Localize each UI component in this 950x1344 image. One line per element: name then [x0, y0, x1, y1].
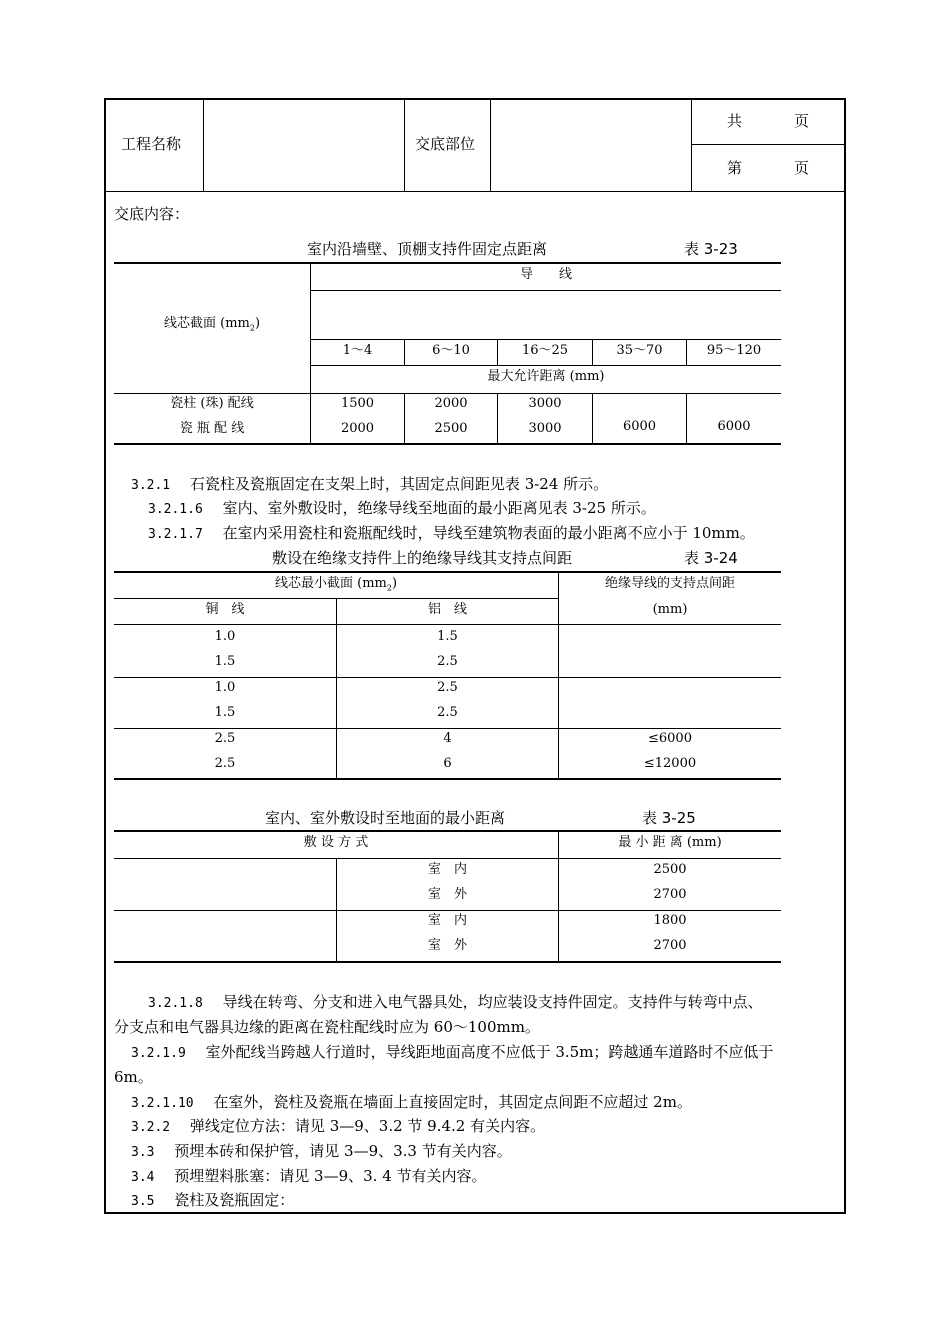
table24-number: 表 3-24 [684, 549, 738, 567]
paragraph: 3.2.1.7 在室内采用瓷柱和瓷瓶配线时，导线至建筑物表面的最小距离不应小于 10mm。 [148, 524, 755, 542]
table24-cell: 1.5 [214, 705, 236, 720]
paragraph-continuation: 分支点和电气器具边缘的距离在瓷柱配线时应为 60～100mm。 [114, 1018, 540, 1036]
paragraph: 3.2.1.8 导线在转弯、分支和进入电气器具处，均应装设支持件固定。支持件与转弯中点、 [148, 993, 763, 1011]
table24-rule [114, 677, 781, 678]
table25-cell: 室 外 [427, 938, 467, 953]
table24-top-rule [114, 571, 781, 573]
table23-row-label: 瓷 瓶 配 线 [179, 421, 245, 436]
table25-top-rule [114, 830, 781, 832]
table25-number: 表 3-25 [642, 809, 696, 827]
table24-aluminum-header: 铝 线 [427, 602, 467, 617]
page-number-label: 第 [727, 159, 743, 177]
table24-spacing-unit: (mm) [652, 602, 688, 617]
table24-cell: ≤6000 [648, 731, 692, 746]
table24-bottom-rule [114, 778, 781, 780]
paragraph: 3.5 瓷柱及瓷瓶固定： [131, 1191, 295, 1209]
table25-cell: 室 内 [427, 862, 467, 877]
table24-cell: 1.5 [437, 629, 458, 644]
table24-spacing-header: 绝缘导线的支持点间距 [604, 576, 735, 591]
table25-rule [114, 910, 781, 911]
table23-title: 室内沿墙壁、顶棚支持件固定点距离 [307, 240, 548, 258]
header-divider-3 [490, 98, 491, 191]
table23-cell: 2500 [434, 421, 468, 436]
table23-wire-header: 导 线 [519, 267, 572, 282]
table24-min-section-header: 线芯最小截面 $(mm_2)$ [274, 576, 398, 593]
page-number-unit: 页 [794, 159, 810, 177]
table24-cell: 1.0 [214, 680, 236, 695]
project-name-label: 工程名称 [121, 135, 182, 153]
table24-cell: 2.5 [437, 705, 458, 720]
table23-rule [114, 393, 781, 394]
paragraph: 3.2.1.10 在室外，瓷柱及瓷瓶在墙面上直接固定时，其固定点间距不应超过 2m。 [131, 1093, 692, 1111]
table24-cell: 6 [443, 756, 452, 771]
table25-min-header: 最 小 距 离 (mm) [618, 835, 722, 850]
table25-bottom-rule [114, 961, 781, 963]
table23-cell: 1500 [340, 396, 375, 411]
table23-col-divider [686, 393, 687, 444]
table25-cell: 室 内 [427, 913, 467, 928]
total-pages-unit: 页 [794, 112, 810, 130]
header-bottom-rule [104, 191, 846, 192]
paragraph: 3.2.1.9 室外配线当跨越人行道时，导线距地面高度不应低于 3.5m；跨越通车道路时不应低于 [131, 1043, 774, 1061]
table24-cell: 2.5 [214, 731, 236, 746]
table23-cell: 3000 [528, 396, 562, 411]
table23-cell: 2000 [434, 396, 468, 411]
table23-row-label: 瓷柱 (珠) 配线 [170, 396, 254, 411]
table24-cell: 4 [443, 731, 452, 746]
paragraph: 3.2.1 石瓷柱及瓷瓶固定在支架上时，其固定点间距见表 3-24 所示。 [131, 475, 609, 493]
table24-cell: 1.0 [214, 629, 236, 644]
table23-section-header: 线芯截面 $(mm_2)$ [164, 316, 261, 333]
table23-cell: 6000 [717, 419, 751, 434]
total-pages-label: 共 [727, 112, 743, 130]
table23-range: 1～4 [342, 343, 373, 358]
table23-range: 95～120 [706, 343, 762, 358]
table24-title: 敷设在绝缘支持件上的绝缘导线其支持点间距 [272, 549, 573, 567]
table25-rule [114, 858, 781, 859]
header-divider-2 [404, 98, 405, 191]
table25-cell: 2700 [653, 887, 687, 902]
table25-cell: 室 外 [427, 887, 467, 902]
table24-cell: ≤12000 [643, 756, 697, 771]
table25-cell: 2500 [653, 862, 687, 877]
table24-rule [114, 624, 781, 625]
table23-range: 35～70 [616, 343, 663, 358]
table24-cell: 1.5 [214, 654, 236, 669]
table25-cell: 1800 [653, 913, 687, 928]
table23-rule [311, 365, 781, 366]
paragraph: 3.2.1.6 室内、室外敷设时，绝缘导线至地面的最小距离见表 3-25 所示。 [148, 499, 656, 517]
location-label: 交底部位 [415, 135, 476, 153]
paragraph: 3.3 预埋本砖和保护管，请见 3—9、3.3 节有关内容。 [131, 1142, 512, 1160]
paragraph-continuation: 6m。 [114, 1068, 153, 1086]
header-page-split [691, 144, 846, 145]
table24-cell: 2.5 [214, 756, 236, 771]
table23-col-divider [592, 393, 593, 444]
table23-cell: 6000 [622, 419, 657, 434]
table23-number: 表 3-23 [684, 240, 738, 258]
table23-rule [311, 339, 781, 340]
table23-max-distance-label: 最大允许距离 (mm) [487, 369, 605, 384]
table23-top-rule [114, 262, 781, 264]
content-label: 交底内容： [114, 205, 190, 223]
table23-range: 16～25 [521, 343, 569, 358]
table24-rule [114, 728, 781, 729]
table25-cell: 2700 [653, 938, 687, 953]
table24-cell: 2.5 [437, 680, 458, 695]
table24-copper-header: 铜 线 [205, 602, 245, 617]
table23-range: 6～10 [432, 343, 470, 358]
table23-bottom-rule [114, 443, 781, 445]
table23-rule [311, 290, 781, 291]
header-divider-1 [203, 98, 204, 191]
paragraph: 3.2.2 弹线定位方法：请见 3—9、3.2 节 9.4.2 有关内容。 [131, 1117, 546, 1135]
paragraph: 3.4 预埋塑料胀塞：请见 3—9、3. 4 节有关内容。 [131, 1167, 487, 1185]
table23-cell: 2000 [340, 421, 375, 436]
table25-title: 室内、室外敷设时至地面的最小距离 [265, 809, 506, 827]
table25-method-header: 敷 设 方 式 [303, 835, 369, 850]
table23-cell: 3000 [528, 421, 562, 436]
table24-cell: 2.5 [437, 654, 458, 669]
